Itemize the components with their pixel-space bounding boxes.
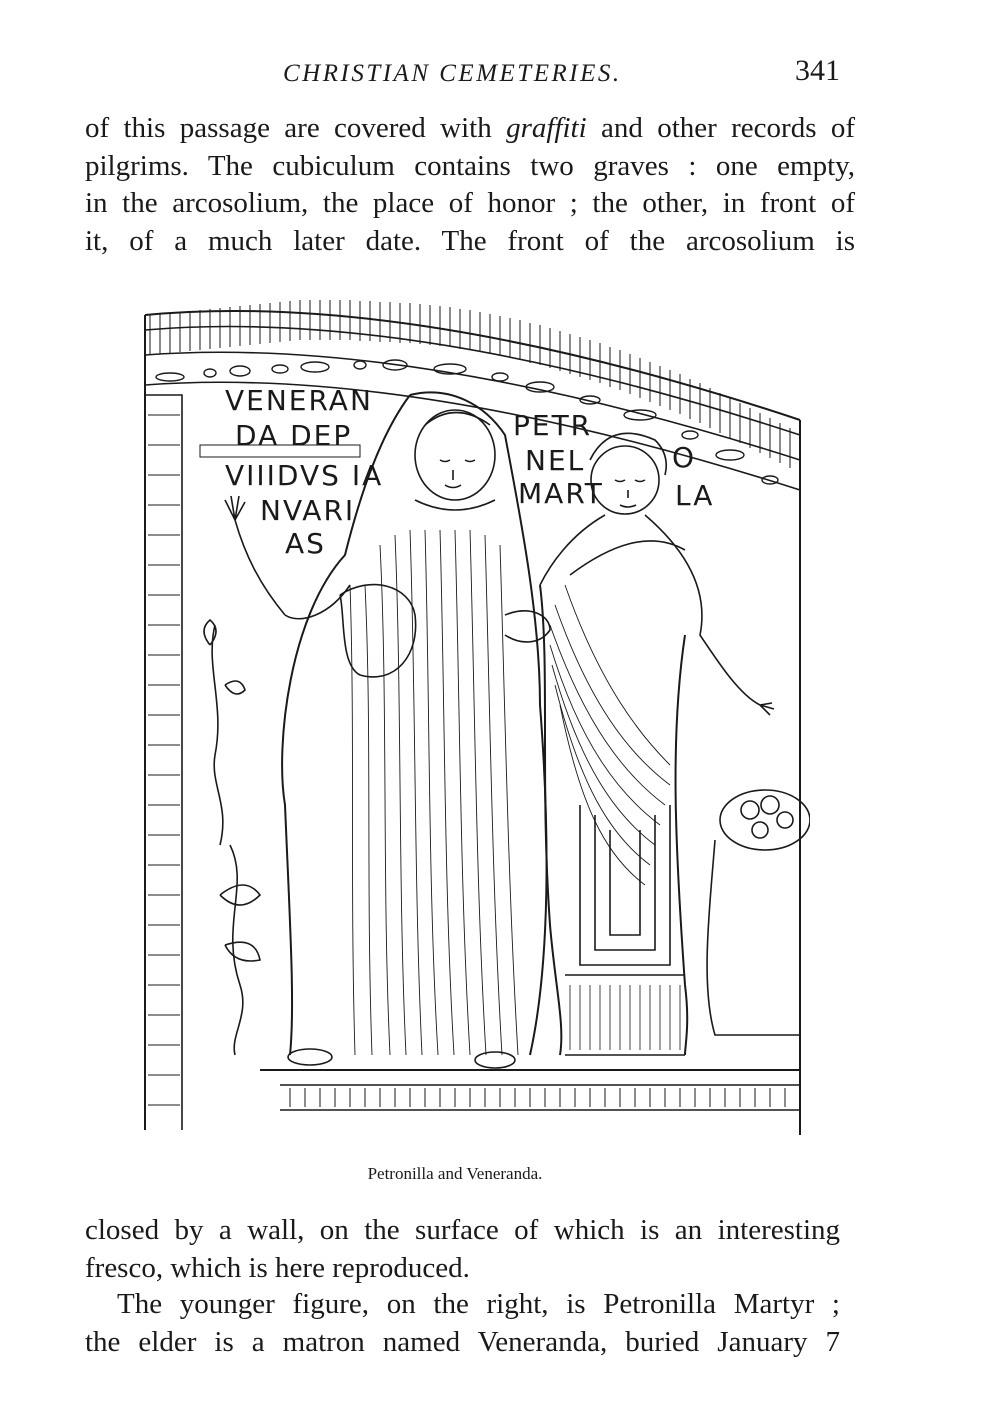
paragraph-1-line-1: of this passage are covered with graffiti and other records of (85, 112, 855, 144)
paragraph-3 (85, 1286, 840, 1361)
fresco-drawing (110, 285, 810, 1145)
paragraph-3-line-1: The younger figure, on the right, is Petronilla Martyr ; (117, 1288, 840, 1320)
italic-graffiti: graffiti (506, 112, 587, 144)
inscription-left-line-3: VIIIDVS IA (225, 459, 384, 492)
paragraph-2 (85, 1212, 840, 1287)
inscription-left-line-4: NVARI (260, 494, 356, 527)
inscription-left-line-1: VENERAN (225, 384, 373, 417)
inscription-left (225, 384, 383, 560)
paragraph-2-line-2: fresco, which is here reproduced. (85, 1251, 470, 1284)
inscription-right-line-2: NEL (525, 444, 586, 477)
figure-caption: Petronilla and Veneranda. (367, 1164, 543, 1183)
inscription-right-line-1: PETR (513, 409, 593, 442)
inscription-left-line-2: DA DEP (235, 419, 353, 452)
paragraph-2-line-1: closed by a wall, on the surface of which is an interesting (85, 1214, 840, 1246)
inscription-right-line-5: LA (675, 479, 715, 512)
paragraph-3-line-2: the elder is a matron named Veneranda, buried January 7 (85, 1325, 840, 1358)
page-number: 341 (795, 54, 840, 87)
paragraph-1 (85, 110, 855, 260)
inscription-right-line-3: MART (518, 477, 604, 510)
inscription-right-line-4: O (672, 441, 697, 474)
inscription-right (513, 409, 714, 512)
paragraph-1-line-3: in the arcosolium, the place of honor ; the other, in front of (85, 187, 855, 219)
running-title: CHRISTIAN CEMETERIES. (283, 60, 622, 87)
running-head (0, 52, 1000, 92)
paragraph-1-line-2: pilgrims. The cubiculum contains two graves : one empty, (85, 149, 855, 182)
inscription-left-line-5: AS (285, 527, 326, 560)
paragraph-1-line-4: it, of a much later date. The front of the arcosolium is (85, 224, 855, 257)
fresco-illustration (110, 285, 810, 1145)
